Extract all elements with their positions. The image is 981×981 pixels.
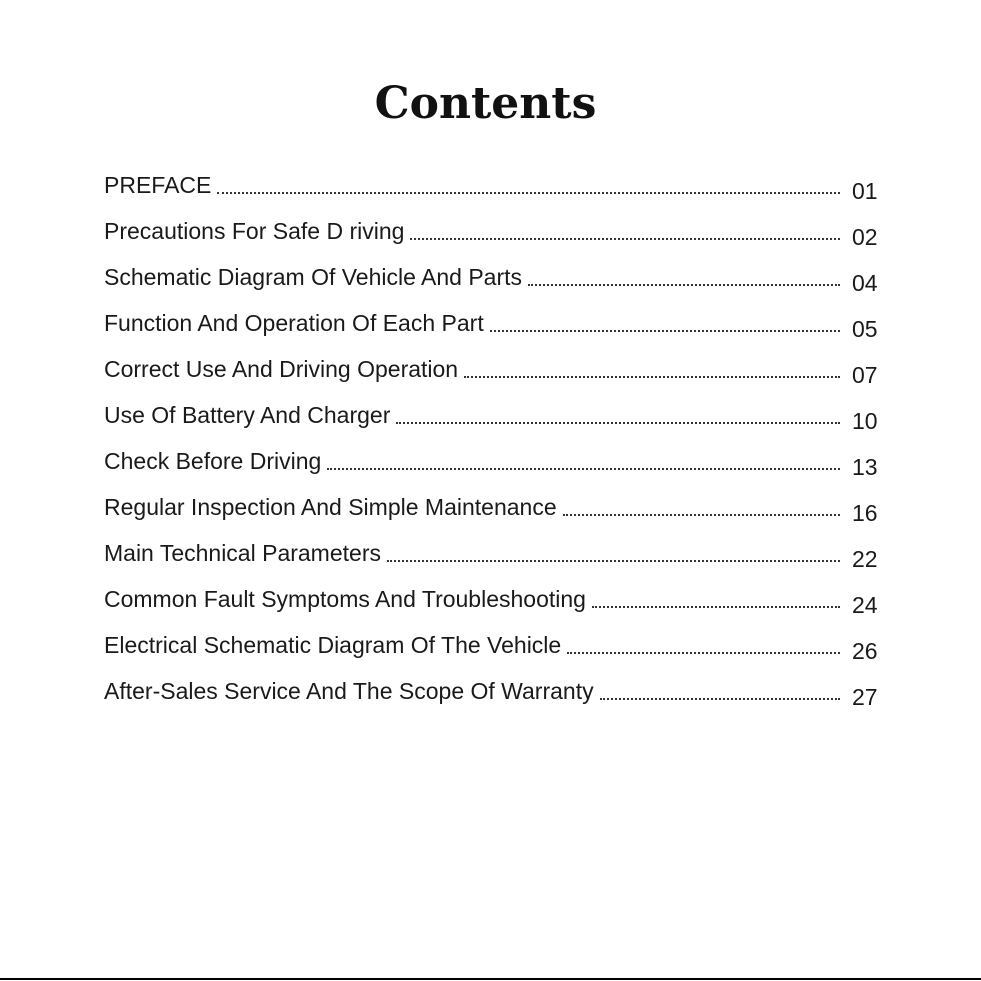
toc-entry-page: 05 [852, 316, 878, 342]
toc-leader-dots [528, 284, 840, 286]
toc-entry-function-operation[interactable] [104, 304, 880, 350]
toc-entry-title: Electrical Schematic Diagram Of The Vehicle [104, 632, 562, 658]
toc-entry-troubleshooting[interactable] [104, 580, 880, 626]
toc-entry-page: 01 [852, 178, 878, 204]
toc-entry-title: Correct Use And Driving Operation [104, 356, 459, 382]
toc-leader-dots [464, 376, 840, 378]
toc-entry-regular-inspection[interactable] [104, 488, 880, 534]
toc-entry-title: Precautions For Safe D riving [104, 218, 405, 244]
toc-leader-dots [592, 606, 840, 608]
page-title: Contents [374, 78, 597, 129]
toc-entry-page: 27 [852, 684, 878, 710]
toc-entry-correct-use[interactable] [104, 350, 880, 396]
toc-entry-title: Common Fault Symptoms And Troubleshooting [104, 586, 586, 612]
toc-entry-title: PREFACE [104, 172, 212, 198]
toc-entry-title: Regular Inspection And Simple Maintenance [104, 494, 557, 520]
table-of-contents [104, 166, 880, 718]
toc-leader-dots [410, 238, 840, 240]
toc-entry-page: 02 [852, 224, 878, 250]
toc-entry-page: 07 [852, 362, 878, 388]
toc-entry-battery-charger[interactable] [104, 396, 880, 442]
toc-entry-title: Use Of Battery And Charger [104, 402, 391, 428]
toc-entry-title: After-Sales Service And The Scope Of Warranty [104, 678, 594, 704]
toc-entry-technical-parameters[interactable] [104, 534, 880, 580]
toc-entry-page: 26 [852, 638, 878, 664]
toc-leader-dots [567, 652, 840, 654]
toc-entry-title: Main Technical Parameters [104, 540, 381, 566]
toc-entry-title: Schematic Diagram Of Vehicle And Parts [104, 264, 523, 290]
toc-entry-page: 16 [852, 500, 878, 526]
toc-entry-precautions[interactable] [104, 212, 880, 258]
toc-leader-dots [217, 192, 840, 194]
toc-entry-title: Check Before Driving [104, 448, 322, 474]
toc-entry-electrical-schematic[interactable] [104, 626, 880, 672]
toc-entry-page: 24 [852, 592, 878, 618]
toc-leader-dots [387, 560, 840, 562]
toc-entry-page: 04 [852, 270, 878, 296]
toc-leader-dots [490, 330, 840, 332]
toc-entry-page: 22 [852, 546, 878, 572]
toc-entry-check-before-driving[interactable] [104, 442, 880, 488]
toc-leader-dots [563, 514, 840, 516]
toc-entry-preface[interactable] [104, 166, 880, 212]
toc-leader-dots [600, 698, 840, 700]
toc-leader-dots [327, 468, 840, 470]
toc-entry-page: 13 [852, 454, 878, 480]
toc-leader-dots [396, 422, 840, 424]
bottom-divider [0, 978, 981, 980]
toc-entry-after-sales-warranty[interactable] [104, 672, 880, 718]
toc-entry-page: 10 [852, 408, 878, 434]
toc-entry-schematic-diagram[interactable] [104, 258, 880, 304]
toc-entry-title: Function And Operation Of Each Part [104, 310, 484, 336]
